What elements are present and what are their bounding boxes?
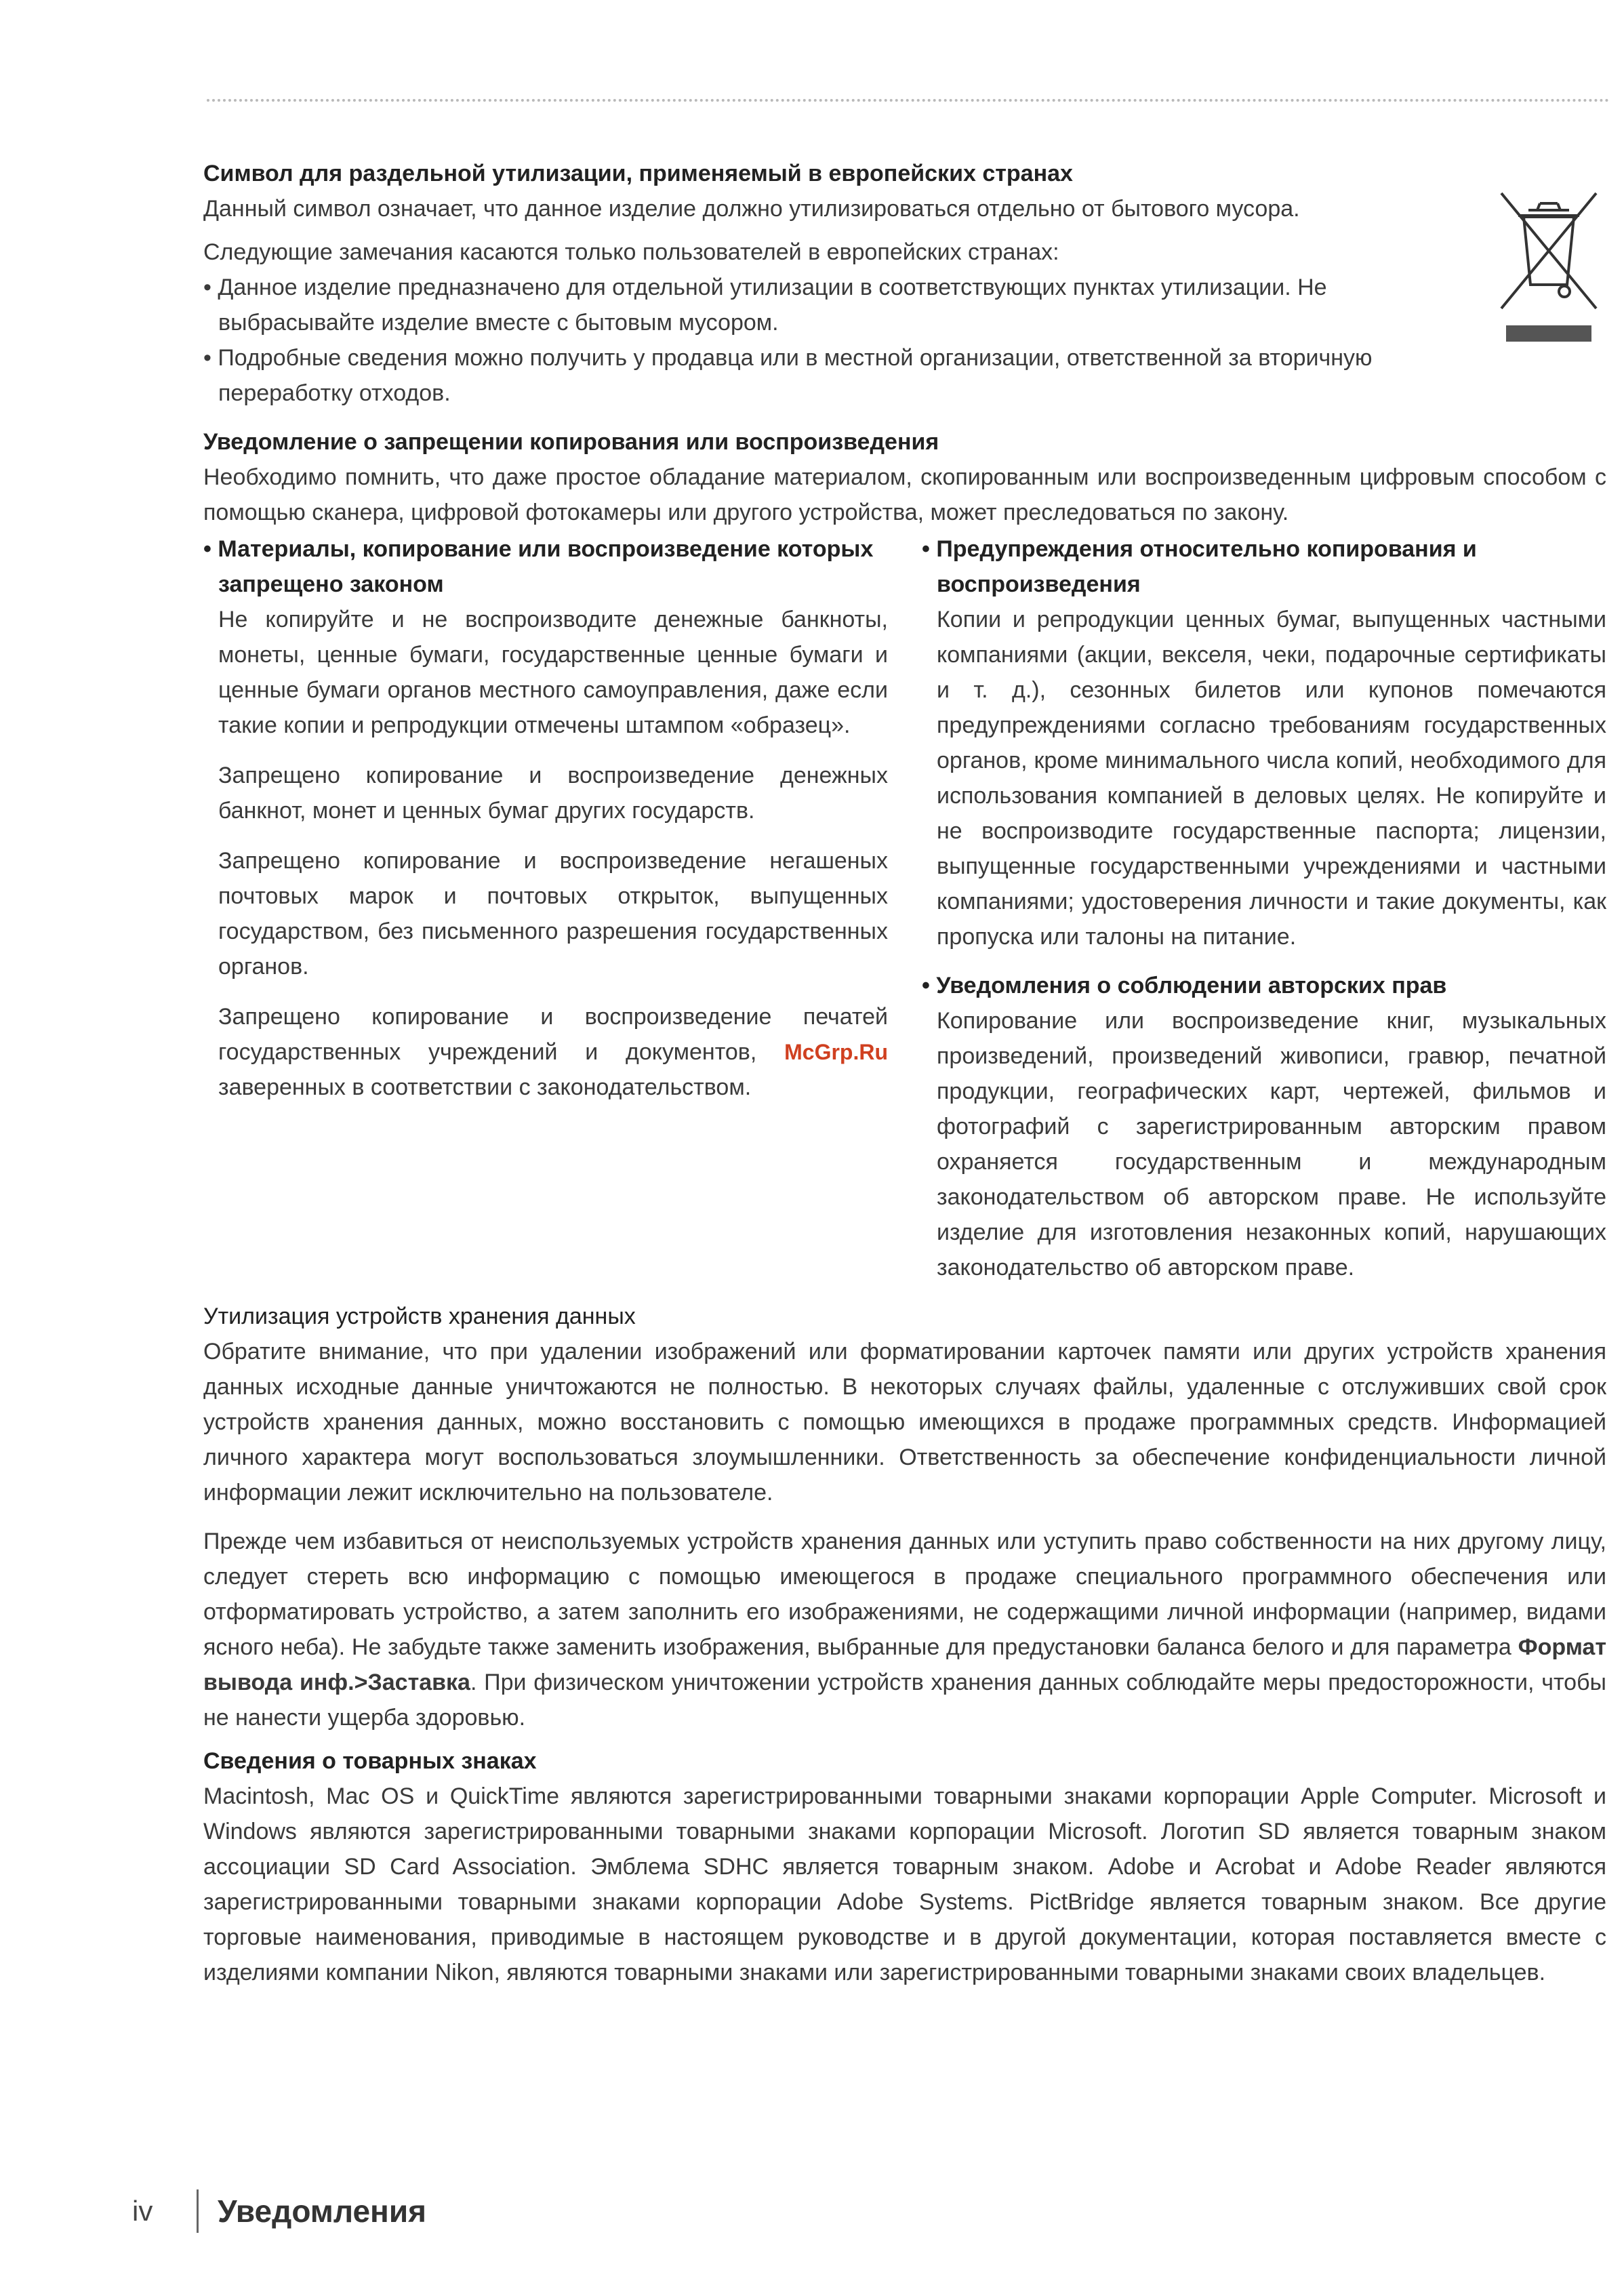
- paragraph: Данный символ означает, что данное изделие должно утилизироваться отдельно от бытового мусора.: [203, 196, 1300, 222]
- paragraph: Копии и репродукции ценных бумаг, выпущенных частными компаниями (акции, векселя, чеки, подарочные сертификаты и т. д.), сезонных билетов или купонов помечаются предупреждениями согласно требованиям государственных органов, кроме минимального числа копий, необходимого для использования компанией в деловых целях. Не копируйте и не воспроизводите государственные паспорта; лицензии, выпущенные государственными учреждениями и частными компаниями; удостоверения личности и такие документы, как пропуска или талоны на питание.: [937, 607, 1606, 950]
- menu-path: Формат вывода инф.>Заставка: [203, 1634, 1606, 1695]
- paragraph: Обратите внимание, что при удалении изображений или форматировании карточек памяти или других устройств хранения данных исходные данные уничтожаются не полностью. В некоторых случаях файлы, удаленные с отслуживших свой срок устройств хранения данных, можно восстановить с помощью имеющихся в продаже программных средств. Информацией личного характера могут воспользоваться злоумышленники. Ответственность за обеспечение конфиденциальности личной информации лежит исключительно на пользователе.: [203, 1339, 1606, 1506]
- paragraph: Macintosh, Mac OS и QuickTime являются зарегистрированными товарными знаками корпорации Apple Computer. Microsoft и Windows являются зарегистрированными товарными знаками корпорации Microsoft. Логотип SD является товарным знаком ассоциации SD Card Association. Эмблема SDHC является товарным знаком. Adobe и Acrobat и Adobe Reader являются зарегистрированными товарными знаками корпорации Adobe Systems. PictBridge является товарным знаком. Все другие торговые наименования, приводимые в настоящем руководстве и в другой документации, которая поставляется вместе с изделиями компании Nikon, являются товарными знаками или зарегистрированными товарными знаками своих владельцев.: [203, 1783, 1606, 1985]
- right-column: [922, 531, 1606, 1285]
- paragraph: Не копируйте и не воспроизводите денежные банкноты, монеты, ценные бумаги, государственные ценные бумаги и ценные бумаги органов местного самоуправления, даже если такие копии и репродукции отмечены штампом «образец».: [218, 607, 888, 738]
- section-heading: Утилизация устройств хранения данных: [203, 1304, 636, 1329]
- section-disposal-symbol: [203, 156, 1478, 411]
- column-heading: • Уведомления о соблюдении авторских прав: [922, 973, 1447, 998]
- column-heading: • Предупреждения относительно копирования и воспроизведения: [922, 536, 1477, 597]
- section-heading: Символ для раздельной утилизации, применяемый в европейских странах: [203, 161, 1073, 186]
- paragraph: Следующие замечания касаются только пользователей в европейских странах:: [203, 239, 1059, 265]
- paragraph-part: . При физическом уничтожении устройств хранения данных соблюдайте меры предосторожности, чтобы не нанести ущерба здоровью.: [203, 1670, 1606, 1731]
- paragraph: Необходимо помнить, что даже простое обладание материалом, скопированным или воспроизведенным цифровым способом с помощью сканера, цифровой фотокамеры или другого устройства, может преследоваться по закону.: [203, 464, 1606, 525]
- section-heading: Уведомление о запрещении копирования или воспроизведения: [203, 429, 939, 455]
- paragraph: [203, 1524, 1606, 1735]
- paragraph: Копирование или воспроизведение книг, музыкальных произведений, произведений живописи, гравюр, печатной продукции, географических карт, чертежей, фильмов и фотографий с зарегистрированным авторским правом охраняется государственным и международным законодательством об авторском праве. Не используйте изделие для изготовления незаконных копий, нарушающих законодательство об авторском праве.: [937, 1008, 1606, 1280]
- section-heading: Сведения о товарных знаках: [203, 1748, 537, 1774]
- page-footer: [132, 2189, 426, 2233]
- page-content: [203, 156, 1606, 1990]
- paragraph-part: Прежде чем избавиться от неиспользуемых устройств хранения данных или уступить право собственности на них другому лицу, следует стереть всю информацию с помощью имеющегося в продаже специального программного обеспечения или отформатировать устройство, а затем заполнить его изображениями, не содержащими личной информации (например, видами ясного неба). Не забудьте также заменить изображения, выбранные для предустановки баланса белого и для параметра: [203, 1529, 1606, 1660]
- page-number: iv: [132, 2195, 153, 2227]
- footer-divider: [197, 2189, 199, 2233]
- left-column: [203, 531, 888, 1285]
- crossed-out-wheeled-bin-icon: [1498, 190, 1600, 346]
- watermark: McGrp.Ru: [784, 1040, 888, 1064]
- paragraph: Запрещено копирование и воспроизведение денежных банкнот, монет и ценных бумаг других государств.: [218, 763, 888, 824]
- section-copy-notice: [203, 424, 1606, 1285]
- column-heading: • Материалы, копирование или воспроизведение которых запрещено законом: [203, 536, 874, 597]
- paragraph-part: заверенных в соответствии с законодательством.: [218, 1074, 752, 1100]
- top-rule: [207, 99, 1610, 102]
- footer-section-title: Уведомления: [218, 2194, 426, 2229]
- paragraph: [203, 999, 888, 1105]
- paragraph: Запрещено копирование и воспроизведение негашеных почтовых марок и почтовых открыток, выпущенных государством, без письменного разрешения государственных органов.: [218, 848, 888, 979]
- bullet-item: • Данное изделие предназначено для отдельной утилизации в соответствующих пунктах утилизации. Не выбрасывайте изделие вместе с бытовым мусором.: [203, 275, 1327, 336]
- paragraph-part: Запрещено копирование и воспроизведение печатей государственных учреждений и документов,: [218, 1004, 888, 1065]
- section-storage-disposal: [203, 1299, 1606, 1735]
- section-trademarks: [203, 1743, 1606, 1990]
- bullet-item: • Подробные сведения можно получить у продавца или в местной организации, ответственной за вторичную переработку отходов.: [203, 345, 1373, 406]
